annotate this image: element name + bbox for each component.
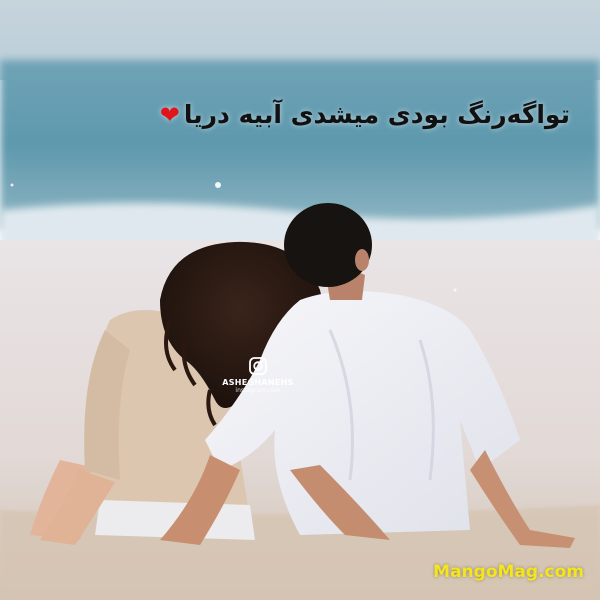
watermark — [216, 356, 300, 394]
watermark-name: ASHEGHANEHS — [222, 378, 294, 387]
heart-icon: ❤ — [159, 101, 180, 129]
man-hair — [284, 203, 372, 287]
instagram-icon — [248, 356, 268, 376]
brand-watermark: MangoMag.com — [433, 562, 584, 582]
caption-overlay — [159, 100, 570, 129]
caption-text: تواگه‌رنگ بودی میشدی آبیه دریا — [183, 100, 570, 129]
man-ear — [355, 249, 369, 271]
watermark-handle: instagram.com — [235, 387, 281, 394]
